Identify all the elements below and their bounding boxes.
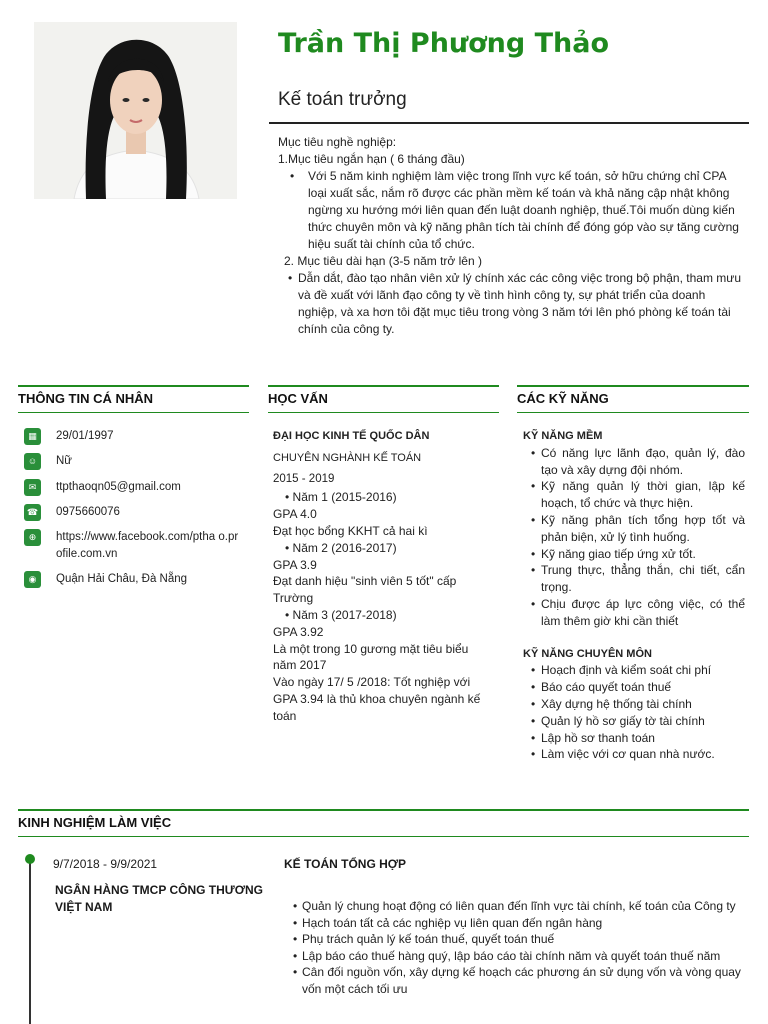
education-header: HỌC VẤN	[268, 385, 499, 413]
university-name: ĐẠI HỌC KINH TẾ QUỐC DÂN	[273, 430, 430, 442]
experience-company: NGÂN HÀNG TMCP CÔNG THƯƠNG VIỆT NAM	[55, 883, 263, 914]
graduation-note: Vào ngày 17/ 5 /2018: Tốt nghiệp với GPA 3.94 là thủ khoa chuyên ngành kế toán	[273, 675, 481, 723]
soft-skill-item	[523, 512, 745, 546]
short-term-label: 1.Mục tiêu ngắn hạn ( 6 tháng đầu)	[278, 152, 465, 166]
bullet-icon: •	[293, 899, 298, 913]
phone-value[interactable]: 0975660076	[56, 506, 120, 518]
experience-duties	[290, 898, 746, 997]
pro-skill-text: Làm việc với cơ quan nhà nước.	[541, 747, 715, 762]
bullet-icon: •	[293, 948, 298, 963]
soft-skill-text: Kỹ năng quản lý thời gian, lập kế hoạch, tổ chức và thực hiện.	[541, 479, 745, 511]
major-name: CHUYÊN NGHÀNH KẾ TOÁN	[273, 451, 422, 464]
duty-text: Lập báo cáo thuế hàng quý, lập báo cáo tài chính năm và quyết toán thuế năm	[302, 948, 721, 963]
objective-title: Mục tiêu nghề nghiệp:	[278, 135, 397, 149]
bullet-icon: •	[531, 713, 536, 728]
bullet-icon: •	[531, 479, 536, 494]
bullet-icon: •	[531, 680, 536, 695]
location-pin-icon: ◉	[24, 571, 41, 588]
year-3-note: Là một trong 10 gương mặt tiêu biểu năm 2017	[273, 641, 469, 673]
timeline-dot-icon	[25, 854, 35, 864]
short-term-item	[278, 168, 744, 253]
bullet-icon: •	[531, 563, 536, 578]
candidate-role: Kế toán trưởng	[278, 89, 407, 110]
phone-icon: ☎	[24, 504, 41, 521]
career-objective	[278, 134, 744, 338]
duty-item	[290, 964, 746, 997]
pro-skill-item	[523, 746, 745, 763]
personal-info-header: THÔNG TIN CÁ NHÂN	[18, 385, 249, 413]
year-3-label: Năm 3 (2017-2018)	[292, 607, 397, 622]
year-3-gpa: GPA 3.92	[273, 624, 324, 639]
address-value: Quận Hải Châu, Đà Nẵng	[56, 573, 188, 585]
duty-item	[290, 948, 746, 965]
year-2: • Năm 2 (2016-2017)	[285, 540, 397, 555]
year-3: • Năm 3 (2017-2018)	[285, 607, 397, 622]
bullet-icon: •	[531, 445, 536, 460]
duty-item	[290, 898, 746, 915]
pro-skills-title: KỸ NĂNG CHUYÊN MÔN	[523, 647, 652, 660]
soft-skill-text: Chịu được áp lực công việc, có thể làm thêm giờ khi cần thiết	[541, 596, 745, 628]
duty-text: Quản lý chung hoạt động có liên quan đến lĩnh vực tài chính, kế toán của Công ty	[302, 899, 736, 913]
soft-skill-item	[523, 445, 745, 479]
soft-skill-text: Kỹ năng giao tiếp ứng xử tốt.	[541, 546, 696, 561]
year-1-note: Đạt học bổng KKHT cả hai kì	[273, 523, 428, 538]
long-term-text: Dẫn dắt, đào tạo nhân viên xử lý chính xác các công việc trong bộ phận, tham mưu và đề xuất với lãnh đạo công ty về tình hình công ty, sự phát triển của doanh nghiệp, và xa hơn tôi đặt mục tiêu trong vòng 3 năm tới lên phó phòng kế toán tài chính của công ty.	[298, 271, 741, 336]
duty-text: Phụ trách quản lý kế toán thuế, quyết toán thuế	[302, 932, 555, 946]
header-divider	[269, 122, 749, 124]
pro-skill-text: Xây dựng hệ thống tài chính	[541, 696, 692, 711]
person-icon: ☺	[24, 453, 41, 470]
long-term-label: 2. Mục tiêu dài hạn (3-5 năm trở lên )	[284, 254, 482, 268]
skills-block	[523, 428, 745, 763]
pro-skill-text: Quản lý hồ sơ giấy tờ tài chính	[541, 713, 705, 728]
facebook-link[interactable]: https://www.facebook.com/ptha o.profile.com.vn	[56, 531, 239, 560]
pro-skill-item	[523, 696, 745, 713]
timeline-line	[29, 858, 31, 1024]
pro-skill-text: Hoạch định và kiểm soát chi phí	[541, 663, 712, 678]
year-2-label: Năm 2 (2016-2017)	[292, 540, 397, 555]
long-term-item	[278, 270, 744, 338]
year-2-note: Đạt danh hiệu "sinh viên 5 tốt" cấp Trường	[273, 574, 457, 606]
bullet-icon: •	[288, 271, 293, 285]
duty-text: Hạch toán tất cả các nghiệp vụ liên quan đến ngân hàng	[302, 915, 603, 930]
duty-text: Cân đối nguồn vốn, xây dựng kế hoạch các phương án sử dụng vốn và vòng quay vốn một cách tối ưu	[302, 965, 741, 996]
soft-skill-item	[523, 546, 745, 563]
pro-skill-text: Lập hồ sơ thanh toán	[541, 730, 655, 745]
soft-skill-item	[523, 596, 745, 630]
bullet-icon: •	[293, 915, 298, 930]
pro-skill-item	[523, 679, 745, 696]
experience-header: KINH NGHIỆM LÀM VIỆC	[18, 809, 749, 837]
pro-skill-item	[523, 730, 745, 747]
duty-item	[290, 915, 746, 932]
soft-skill-item	[523, 478, 745, 512]
mail-icon: ✉	[24, 479, 41, 496]
bullet-icon: •	[531, 730, 536, 745]
experience-date: 9/7/2018 - 9/9/2021	[53, 857, 158, 871]
year-1-label: Năm 1 (2015-2016)	[292, 490, 397, 505]
candidate-name: Trần Thị Phương Thảo	[278, 28, 610, 59]
year-1-gpa: GPA 4.0	[273, 507, 317, 522]
soft-skills-title: KỸ NĂNG MỀM	[523, 430, 603, 442]
short-term-text: Với 5 năm kinh nghiệm làm việc trong lĩnh vực kế toán, sở hữu chứng chỉ CPA loại xuất sắc, nắm rõ được các phần mềm kế toán và khả năng cập nhật không ngừng xu hướng mới liên quan đến luật doanh nghiệp, thuế.Tôi muốn dùng kiến thức chuyên môn và kỹ năng phân tích tài chính để đóng góp vào sự tăng cường hiệu suất tài chính của tổ chức.	[308, 169, 739, 251]
skills-header: CÁC KỸ NĂNG	[517, 385, 749, 413]
gender-value: Nữ	[56, 455, 73, 467]
portrait-illustration	[34, 22, 237, 199]
pro-skill-text: Báo cáo quyết toán thuế	[541, 680, 672, 695]
email-value[interactable]: ttpthaoqn05@gmail.com	[56, 481, 181, 493]
bullet-icon: •	[290, 169, 295, 183]
bullet-icon: •	[531, 546, 536, 561]
bullet-icon: •	[531, 747, 536, 762]
bullet-icon: •	[293, 965, 298, 979]
bullet-icon: •	[531, 512, 536, 527]
education-block	[273, 428, 495, 725]
soft-skill-text: Trung thực, thẳng thắn, chi tiết, cẩn trọng.	[541, 563, 745, 595]
year-2-gpa: GPA 3.9	[273, 557, 317, 572]
soft-skill-text: Có năng lực lãnh đạo, quản lý, đào tạo và xây dựng đội nhóm.	[541, 445, 745, 477]
soft-skill-text: Kỹ năng phân tích tổng hợp tốt và phản biện, xử lý tình huống.	[541, 512, 745, 544]
globe-icon: ⊕	[24, 529, 41, 546]
bullet-icon: •	[531, 596, 536, 611]
profile-photo	[34, 22, 237, 199]
study-years: 2015 - 2019	[273, 472, 335, 485]
bullet-icon: •	[531, 696, 536, 711]
year-1: • Năm 1 (2015-2016)	[285, 490, 397, 505]
pro-skill-item	[523, 713, 745, 730]
birthday-value: 29/01/1997	[56, 430, 114, 442]
bullet-icon: •	[293, 932, 298, 946]
pro-skill-item	[523, 662, 745, 679]
duty-item	[290, 931, 746, 948]
soft-skill-item	[523, 562, 745, 596]
bullet-icon: •	[531, 663, 536, 678]
calendar-icon: ▦	[24, 428, 41, 445]
experience-title: KẾ TOÁN TỔNG HỢP	[284, 857, 407, 871]
